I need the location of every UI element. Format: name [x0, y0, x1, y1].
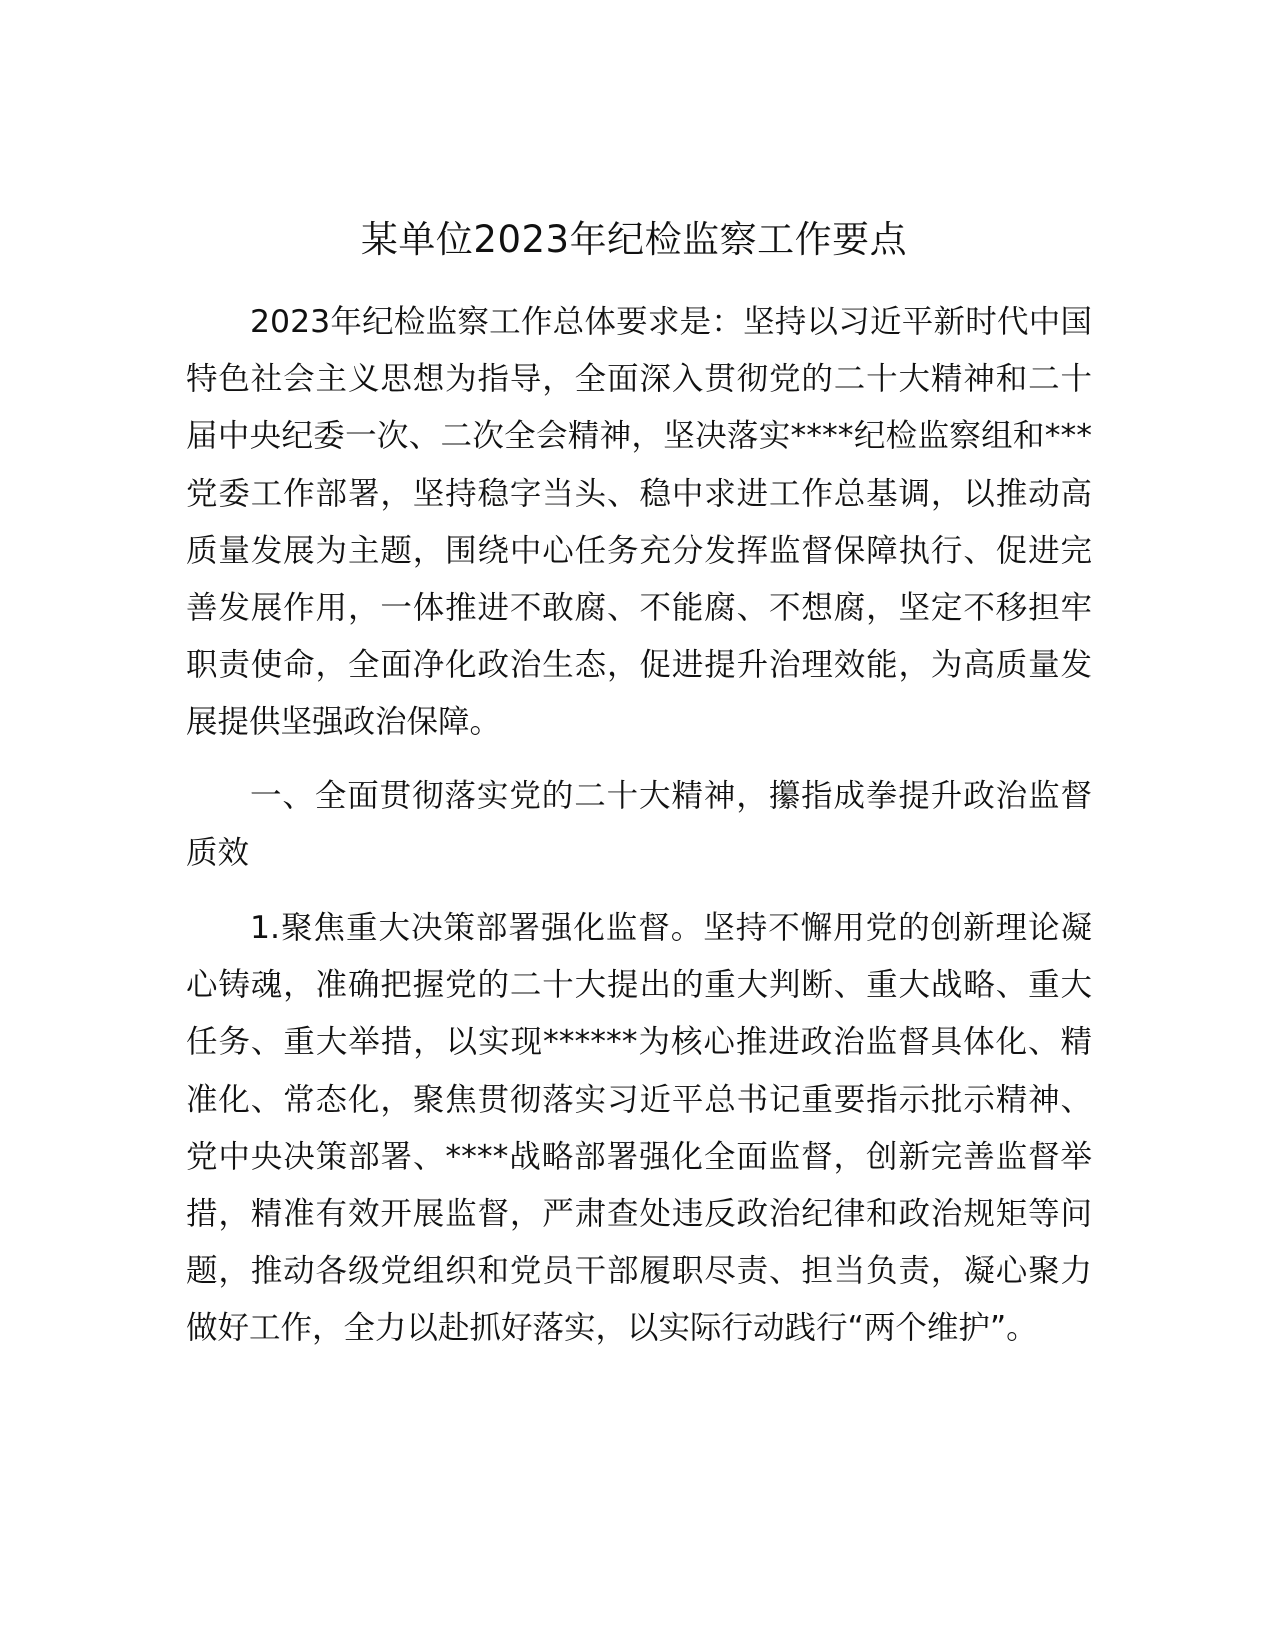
section-heading-1: 一、全面贯彻落实党的二十大精神，攥指成拳提升政治监督质效: [186, 778, 1092, 872]
intro-paragraph: 2023年纪检监察工作总体要求是：坚持以习近平新时代中国特色社会主义思想为指导，全面深入贯彻党的二十大精神和二十届中央纪委一次、二次全会精神，坚决落实****纪检监察组和***党委工作部署，坚持稳字当头、稳中求进工作总基调，以推动高质量发展为主题，围绕中心任务充分发挥监督保障执行、促进完善发展作用，一体推进不敢腐、不能腐、不想腐，坚定不移担牢职责使命，全面净化政治生态，促进提升治理效能，为高质量发展提供坚强政治保障。: [186, 304, 1092, 741]
item-paragraph-1: 1.聚焦重大决策部署强化监督。坚持不懈用党的创新理论凝心铸魂，准确把握党的二十大提出的重大判断、重大战略、重大任务、重大举措，以实现******为核心推进政治监督具体化、精准化、常态化，聚焦贯彻落实习近平总书记重要指示批示精神、党中央决策部署、****战略部署强化全面监督，创新完善监督举措，精准有效开展监督，严肃查处违反政治纪律和政治规矩等问题，推动各级党组织和党员干部履职尽责、担当负责，凝心聚力做好工作，全力以赴抓好落实，以实际行动践行“两个维护”。: [186, 910, 1092, 1347]
document-title: 某单位2023年纪检监察工作要点: [360, 218, 908, 261]
